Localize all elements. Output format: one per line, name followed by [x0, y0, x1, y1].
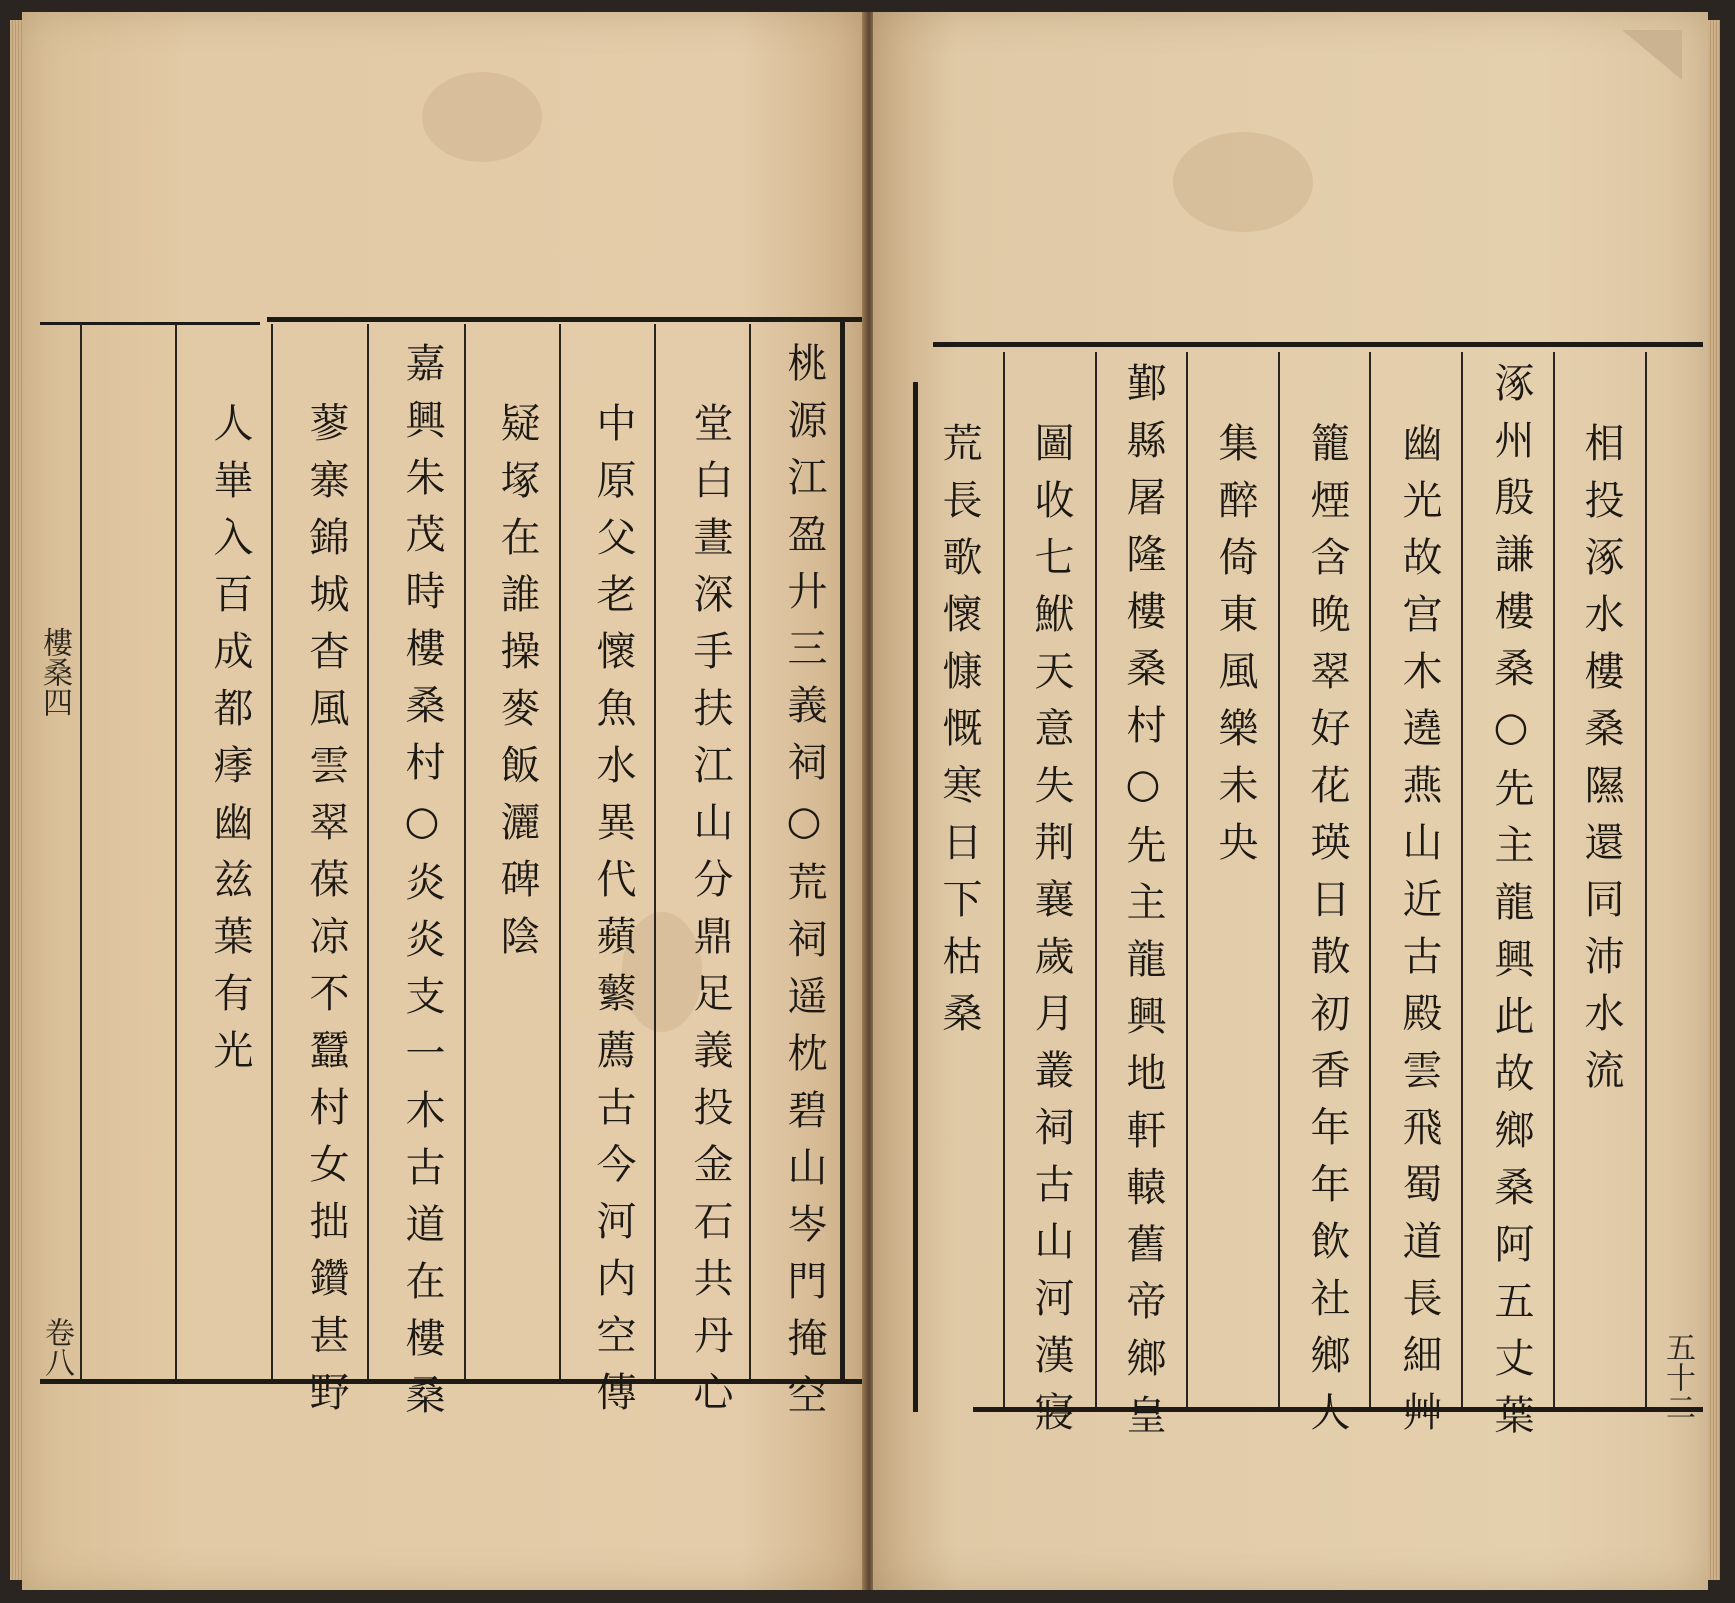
column-text: 圖收七鮲天意失荆襄歲月叢祠古山河漢寢	[1028, 422, 1074, 1448]
column-text: 蓼寨錦城杳風雲翠葆凉不蠶村女拙鑽甚野	[303, 402, 349, 1428]
right-page	[873, 12, 1708, 1590]
column-divider	[1003, 352, 1005, 1407]
top-rule	[267, 317, 867, 322]
right-page-edge	[1708, 20, 1720, 1580]
column-divider	[1461, 352, 1463, 1407]
text-column-5	[1207, 422, 1258, 878]
column-divider	[1186, 352, 1188, 1407]
column-text: 荒長歌懷慷慨寒日下枯桑	[936, 422, 982, 1049]
column-divider	[464, 324, 466, 1379]
column-text: 幽光故宫木遶燕山近古殿雲飛蜀道長細艸	[1396, 422, 1442, 1448]
margin-volume-text: 卷八	[39, 1317, 74, 1377]
left-page	[22, 12, 867, 1590]
column-text: 鄞縣屠隆樓桑村○先主龍興地軒轅舊帝鄉皇	[1120, 362, 1166, 1451]
column-divider	[749, 324, 751, 1379]
text-column-8	[931, 422, 982, 1049]
column-divider	[80, 324, 82, 1379]
page-number-text: 五十二	[1660, 1332, 1695, 1422]
left-page-edge	[10, 20, 22, 1580]
text-column-4	[489, 402, 540, 972]
column-text: 相投涿水樓桑隰還同沛水流	[1578, 422, 1624, 1106]
column-divider	[1095, 352, 1097, 1407]
text-column-4	[1299, 422, 1350, 1448]
column-text: 桃源江盈廾三義祠○荒祠遥枕碧山岑門掩空	[781, 342, 827, 1431]
top-rule	[933, 342, 1703, 347]
column-divider	[1645, 352, 1647, 1407]
column-text: 集醉倚東風樂未央	[1212, 422, 1258, 878]
column-text: 人崋入百成都痵幽兹葉有光	[207, 402, 253, 1086]
column-text: 疑塚在誰操麥飯灑碑陰	[494, 402, 540, 972]
page-corner-fold	[1622, 30, 1682, 80]
text-column-7	[202, 402, 253, 1086]
text-column-3	[1391, 422, 1442, 1448]
paper-stain	[1173, 132, 1313, 232]
column-divider	[367, 324, 369, 1379]
page-number	[1655, 1332, 1699, 1422]
column-divider	[654, 324, 656, 1379]
margin-title	[32, 627, 76, 717]
column-text: 涿州殷謙樓桑○先主龍興此故鄉桑阿五丈葉	[1488, 362, 1534, 1451]
frame-right	[840, 317, 845, 1382]
column-divider	[1369, 352, 1371, 1407]
column-text: 堂白晝深手扶江山分鼎足義投金石共丹心	[687, 402, 733, 1428]
column-text: 嘉興朱茂時樓桑村○炎炎支一木古道在樓桑	[399, 342, 445, 1431]
bottom-rule	[40, 1379, 870, 1384]
text-column-7	[1023, 422, 1074, 1448]
column-text: 籠煙含晚翠好花瑛日散初香年年飲社鄉人	[1304, 422, 1350, 1448]
text-column-2	[682, 402, 733, 1428]
paper-stain	[422, 72, 542, 162]
text-column-5	[394, 342, 445, 1431]
top-rule	[40, 322, 260, 325]
column-divider	[559, 324, 561, 1379]
text-column-6	[1115, 362, 1166, 1451]
text-column-6	[298, 402, 349, 1428]
frame-left	[913, 382, 918, 1412]
margin-volume	[34, 1317, 78, 1377]
margin-title-text: 樓桑四	[37, 627, 72, 717]
column-text: 中原父老懷魚水異代蘋蘩薦古今河内空傳	[590, 402, 636, 1428]
text-column-1	[776, 342, 827, 1431]
column-divider	[1553, 352, 1555, 1407]
column-divider	[271, 324, 273, 1379]
text-column-1	[1573, 422, 1624, 1106]
column-divider	[1278, 352, 1280, 1407]
column-divider	[175, 324, 177, 1379]
text-column-2	[1483, 362, 1534, 1451]
text-column-3	[585, 402, 636, 1428]
